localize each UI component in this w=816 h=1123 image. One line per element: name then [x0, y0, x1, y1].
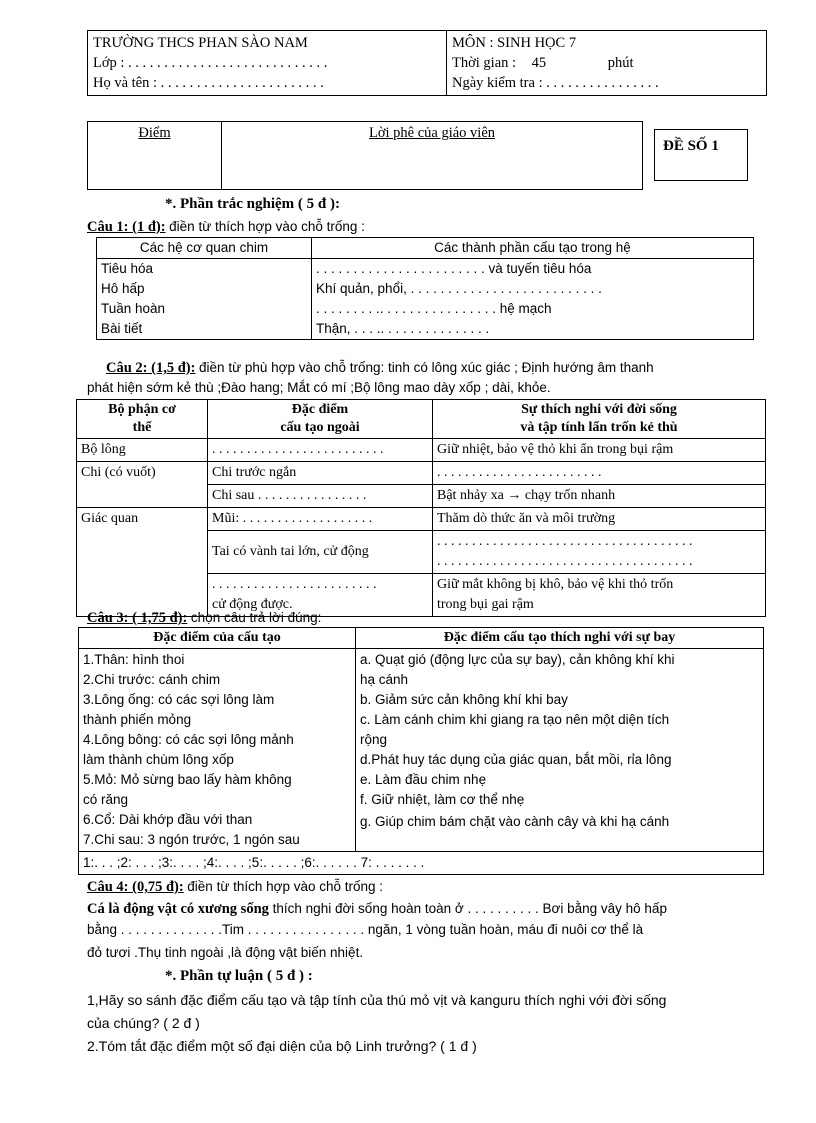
header-left [88, 31, 447, 96]
q3-adaptations [356, 649, 764, 852]
exam-header [87, 30, 767, 96]
q2-label: Câu 2: (1,5 đ): [106, 360, 196, 376]
q4-line2[interactable]: bằng . . . . . . . . . . . . . .Tim . . . . . . . . . . . . . . . . ngăn, 1 vòng tuần hoàn, máu đi nuôi cơ thể là [87, 922, 644, 937]
q4-line3: đỏ tươi .Thụ tinh ngoài ,là động vật biến nhiệt. [87, 945, 364, 960]
time-value: 45 [531, 55, 547, 71]
q1-row-label: Tuần hoàn [101, 301, 166, 316]
q3-item: 2.Chi trước: cánh chim [83, 672, 221, 687]
q2-part: Chi (có vuốt) [77, 462, 208, 508]
subject: MÔN : SINH HỌC 7 [452, 35, 577, 51]
q1-label: Câu 1: (1 đ): [87, 219, 166, 235]
q1-row-label: Tiêu hóa [101, 261, 154, 276]
q3-header-col1: Đặc điểm của cấu tạo [79, 628, 356, 649]
q4-label: Câu 4: (0,75 đ): [87, 879, 184, 895]
essay-q1: 1,Hãy so sánh đặc điểm cấu tạo và tập tính của thú mỏ vịt và kanguru thích nghi với đời sống [87, 992, 667, 1008]
q2-part: Giác quan [77, 508, 208, 617]
q3-item: 7.Chi sau: 3 ngón trước, 1 ngón sau [83, 832, 300, 847]
q2-table [76, 399, 766, 617]
q2-heading [106, 358, 654, 378]
q1-instruction: điền từ thích hợp vào chỗ trống : [169, 219, 365, 234]
q2-blank[interactable]: Mũi: . . . . . . . . . . . . . . . . . . . [208, 508, 433, 531]
q2-instruction: điền từ phù hợp vào chỗ trống: tinh có lông xúc giác ; Định hướng âm thanh [199, 360, 654, 375]
q4-line1: Cá là động vật có xương sống thích nghi đời sống hoàn toàn ở . . . . . . . . . . Bơi bằng vây hô hấp [87, 901, 667, 917]
q2-blank[interactable]: . . . . . . . . . . . . . . . . . . . . . . . . . [208, 439, 433, 462]
q3-instruction: chọn câu trả lời đúng: [190, 610, 322, 625]
q3-item: thành phiến mỏng [83, 712, 192, 727]
part1-title: *. Phần trắc nghiệm ( 5 đ ): [165, 196, 340, 212]
q3-option: g. Giúp chim bám chặt vào cành cây và khi hạ cánh [360, 814, 670, 829]
time-unit: phút [607, 55, 634, 71]
q1-blank[interactable]: Thận, . . . .. . . . . . . . . . . . . . . [316, 321, 490, 336]
q2-blank[interactable]: Chi sau . . . . . . . . . . . . . . . . [208, 485, 433, 508]
header-right [447, 31, 767, 96]
q2-header-col1: Bộ phận cơ thể [77, 400, 208, 439]
q3-table [78, 627, 764, 875]
score-box [87, 121, 643, 190]
q1-header-col1: Các hệ cơ quan chim [97, 238, 312, 259]
q1-row-label: Bài tiết [101, 321, 143, 336]
exam-date-field: Ngày kiểm tra : . . . . . . . . . . . . . . . . [452, 75, 659, 91]
q3-option: a. Quạt gió (động lực của sự bay), cản không khí khi [360, 652, 675, 667]
q2-adaptation: Giữ mắt không bị khô, bảo vệ khi thỏ trốn trong bụi gai rậm [433, 574, 766, 617]
q2-adaptation: Giữ nhiệt, bảo vệ thỏ khi ẩn trong bụi rậm [433, 439, 766, 462]
essay-q1-cont: của chúng? ( 2 đ ) [87, 1015, 200, 1031]
q2-header-col2: Đặc điểm cấu tạo ngoài [208, 400, 433, 439]
q1-header-col2: Các thành phần cấu tạo trong hệ [312, 238, 754, 259]
q3-structures [79, 649, 356, 852]
q3-answer-line[interactable]: 1:. . . ;2: . . . ;3:. . . . ;4:. . . . ;5:. . . . . ;6:. . . . . . 7: . . . . . . . [79, 852, 764, 875]
q1-table [96, 237, 754, 340]
q3-option: f. Giữ nhiệt, làm cơ thể nhẹ [360, 792, 525, 807]
q1-component-list [312, 259, 754, 340]
q2-blank[interactable]: . . . . . . . . . . . . . . . . . . . . . . . . . . . . . . . . . . . . . . . . . . . . . . . . . . . . . . . . . . . . . . . . . . . . . . . . . . [433, 531, 766, 574]
q1-organ-list [97, 259, 312, 340]
exam-code-box [654, 129, 748, 181]
school-name: TRƯỜNG THCS PHAN SÀO NAM [93, 35, 308, 51]
q4-heading [87, 877, 383, 897]
q2-blank[interactable]: . . . . . . . . . . . . . . . . . . . . . . . . [433, 462, 766, 485]
q3-option: d.Phát huy tác dụng của giác quan, bắt mồi, rỉa lông [360, 752, 672, 767]
q3-item: có răng [83, 792, 129, 807]
q2-adaptation: Bật nhảy xa → chạy trốn nhanh [433, 485, 766, 508]
q2-blank[interactable]: . . . . . . . . . . . . . . . . . . . . . . . . cử động được. [208, 574, 433, 617]
score-cell [88, 122, 222, 190]
q1-row-label: Hô hấp [101, 281, 145, 296]
q3-item: 1.Thân: hình thoi [83, 652, 185, 667]
q3-item: 6.Cổ: Dài khớp đầu với than [83, 812, 253, 827]
q1-heading [87, 217, 365, 237]
q1-blank[interactable]: Khí quản, phổi, . . . . . . . . . . . . . . . . . . . . . . . . . . [316, 281, 602, 296]
q1-blank[interactable]: . . . . . . . . .. . . . . . . . . . . . . . . . hệ mạch [316, 301, 552, 316]
q3-option: b. Giảm sức cản không khí khi bay [360, 692, 568, 707]
q4-instruction: điền từ thích hợp vào chỗ trống : [187, 879, 384, 894]
time-label: Thời gian : [452, 55, 517, 71]
q2-feature: Chi trước ngắn [208, 462, 433, 485]
teacher-comment-label: Lời phê của giáo viên [368, 125, 496, 141]
time-field [452, 53, 761, 73]
q3-option: e. Làm đầu chim nhẹ [360, 772, 487, 787]
score-label: Điểm [138, 125, 171, 141]
teacher-comment-cell [222, 122, 643, 190]
exam-code: ĐỀ SỐ 1 [663, 138, 719, 154]
class-field: Lớp : . . . . . . . . . . . . . . . . . . . . . . . . . . . . [93, 55, 328, 71]
q2-adaptation: Thăm dò thức ăn và môi trường [433, 508, 766, 531]
q3-label: Câu 3: ( 1,75 đ): [87, 610, 188, 626]
q1-blank[interactable]: . . . . . . . . . . . . . . . . . . . . . . . và tuyến tiêu hóa [316, 261, 592, 276]
essay-q2: 2.Tóm tắt đặc điểm một số đại diện của bộ Linh trưởng? ( 1 đ ) [87, 1038, 477, 1054]
q3-heading [87, 608, 321, 628]
q3-item: 4.Lông bông: có các sợi lông mảnh [83, 732, 294, 747]
q3-option: hạ cánh [360, 672, 409, 687]
q3-item: 3.Lông ống: có các sợi lông làm [83, 692, 275, 707]
q2-header-col3: Sự thích nghi với đời sống và tập tính lẩn trốn kẻ thù [433, 400, 766, 439]
q3-item: 5.Mỏ: Mỏ sừng bao lấy hàm không [83, 772, 292, 787]
q3-option: rộng [360, 732, 388, 747]
q2-instruction-cont: phát hiện sớm kẻ thù ;Đào hang; Mắt có mí ;Bộ lông mao dày xốp ; dài, khỏe. [87, 380, 551, 395]
part2-title: *. Phần tự luận ( 5 đ ) : [165, 968, 313, 984]
q2-feature: Tai có vành tai lớn, cử động [208, 531, 433, 574]
student-name-field: Họ và tên : . . . . . . . . . . . . . . . . . . . . . . . [93, 75, 324, 91]
q3-item: làm thành chùm lông xốp [83, 752, 234, 767]
q3-header-col2: Đặc điểm cấu tạo thích nghi với sự bay [356, 628, 764, 649]
q2-part: Bộ lông [77, 439, 208, 462]
q3-option: c. Làm cánh chim khi giang ra tạo nên một diện tích [360, 712, 670, 727]
